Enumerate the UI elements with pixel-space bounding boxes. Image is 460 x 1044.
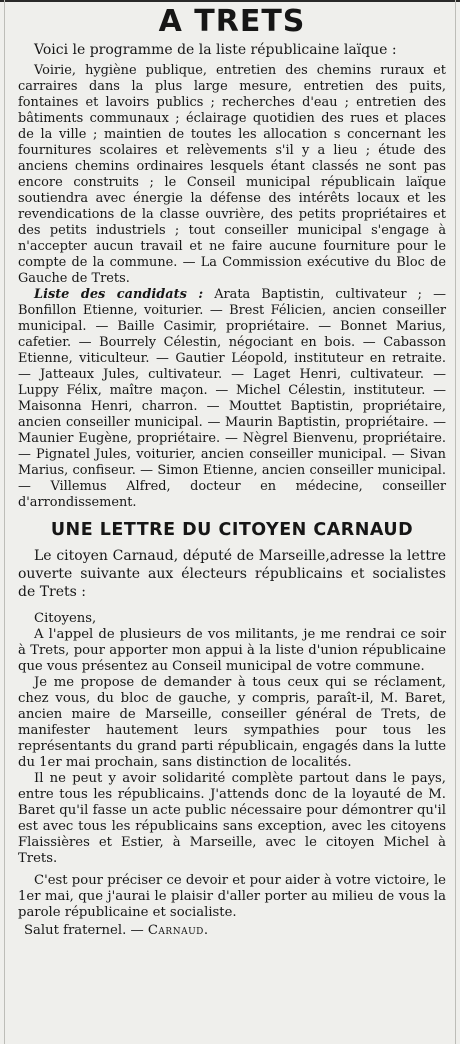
top-rule — [0, 0, 460, 2]
letter-heading: UNE LETTRE DU CITOYEN CARNAUD — [50, 520, 414, 540]
closing: Salut fraternel. — — [24, 923, 144, 938]
intro-paragraph: Voici le programme de la liste républicaine laïque : — [34, 42, 397, 58]
left-edge — [4, 0, 5, 1044]
article-title: A TRETS — [158, 4, 306, 39]
salutation: Citoyens, — [34, 611, 97, 626]
candidates-list: Arata Baptistin, cultivateur ; — Bonfillon Etienne, voiturier. — Brest Félicien, ancien conseiller municipal. — Baille Casimir, propriétaire. — Bonnet Marius, cafetier. — Bourrely Célestin, négociant en bois. — Cabasson Etienne, viticulteur. — Gautier Léopold, instituteur en retraite. — Jatteaux Jules, cultivateur. — Laget Henri, cultivateur. — Luppy Félix, maître maçon. — Michel Célestin, instituteur. — Maisonna Henri, charron. — Mouttet Baptistin, propriétaire, ancien conseiller municipal. — Maurin Baptistin, propriétaire. — Maunier Eugène, propriétaire. — Nègrel Bienvenu, propriétaire. — Pignatel Jules, voiturier, ancien conseiller municipal. — Sivan Marius, confiseur. — Simon Etienne, ancien conseiller municipal. — Villemus Alfred, docteur en médecine, conseiller d'arrondissement. — [18, 287, 446, 510]
letter-paragraph-3: Il ne peut y avoir solidarité complète partout dans le pays, entre tous les républicains. J'attends donc de la loyauté de M. Baret qu'il fasse un acte public nécessaire pour démontrer qu'il est avec tous les républicains sans exception, avec les citoyens Flaissières et Estier, à Marseille, avec le citoyen Michel à Trets. — [18, 771, 446, 866]
letter-paragraph-1: A l'appel de plusieurs de vos militants, je me rendrai ce soir à Trets, pour apporter mon appui à la liste d'union républicaine que vous présentez au Conseil municipal de votre commune. — [18, 627, 446, 674]
signature: Carnaud. — [147, 923, 209, 938]
program-paragraph: Voirie, hygiène publique, entretien des chemins ruraux et carraires dans la plus large mesure, entretien des puits, fontaines et lavoirs publics ; recherches d'eau ; entretien des bâtiments communaux ; éclairage quotidien des rues et places de la ville ; maintien de toutes les allocation s concernant les fournitures scolaires et relèvements s'il y a lieu ; étude des anciens chemins ordinaires lesquels étant classés ne sont pas encore construits ; le Conseil municipal républicain laïque soutiendra avec énergie la défense des intérêts locaux et les revendications de la classe ouvrière, des petits propriétaires et des petits industriels ; tout conseiller municipal s'engage à n'accepter aucun travail et ne faire aucune fourniture pour le compte de la commune. — La Commission exécutive du Bloc de Gauche de Trets. — [18, 63, 446, 286]
letter-intro: Le citoyen Carnaud, député de Marseille,adresse la lettre ouverte suivante aux électeurs républicains et socialistes de Trets : — [18, 548, 446, 600]
signature-line — [18, 923, 446, 939]
right-edge — [455, 0, 456, 1044]
candidates-label: Liste des candidats : — [34, 287, 204, 302]
letter-paragraph-4: C'est pour préciser ce devoir et pour aider à votre victoire, le 1er mai, que j'aurai le plaisir d'aller porter au milieu de vous la parole républicaine et socialiste. — [18, 873, 446, 920]
candidates-paragraph — [18, 287, 446, 511]
letter-paragraph-2: Je me propose de demander à tous ceux qui se réclament, chez vous, du bloc de gauche, y compris, paraît-il, M. Baret, ancien maire de Marseille, conseiller général de Trets, de manifester hautement leurs sympathies pour tous les représentants du grand parti républicain, engagés dans la lutte du 1er mai prochain, sans distinction de localités. — [18, 675, 446, 770]
